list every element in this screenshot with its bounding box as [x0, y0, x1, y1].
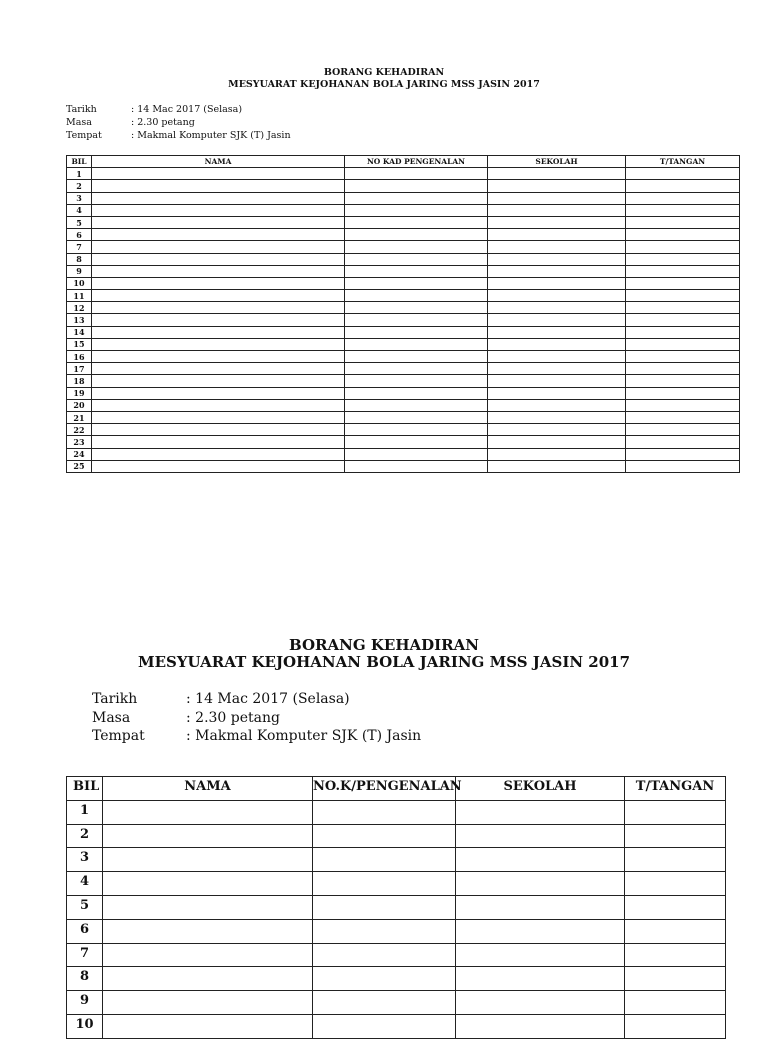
ic-cell[interactable]	[345, 216, 488, 228]
table-row	[67, 800, 726, 824]
table-row	[67, 277, 740, 289]
bil-cell: 22	[67, 424, 92, 436]
sekolah-cell[interactable]	[488, 448, 626, 460]
form1-info	[66, 103, 291, 142]
nama-cell[interactable]	[103, 967, 313, 991]
table-row	[67, 241, 740, 253]
bil-cell: 21	[67, 411, 92, 423]
nama-cell[interactable]	[92, 351, 345, 363]
ttangan-cell[interactable]	[625, 1014, 726, 1038]
bil-cell: 23	[67, 436, 92, 448]
ttangan-cell[interactable]	[625, 919, 726, 943]
ttangan-cell[interactable]	[626, 338, 740, 350]
form2-info-venue	[92, 727, 421, 746]
ttangan-cell[interactable]	[626, 351, 740, 363]
sekolah-cell[interactable]	[488, 326, 626, 338]
ttangan-cell[interactable]	[625, 895, 726, 919]
ttangan-cell[interactable]	[626, 290, 740, 302]
ttangan-cell[interactable]	[625, 824, 726, 848]
table-row	[67, 229, 740, 241]
ttangan-cell[interactable]	[625, 848, 726, 872]
bil-cell: 11	[67, 290, 92, 302]
nama-cell[interactable]	[92, 204, 345, 216]
ic-cell[interactable]	[345, 241, 488, 253]
nama-cell[interactable]	[103, 824, 313, 848]
ttangan-cell[interactable]	[626, 314, 740, 326]
form2-col-ic: NO.K/PENGENALAN	[313, 777, 456, 801]
table-row	[67, 290, 740, 302]
table-row	[67, 411, 740, 423]
ic-cell[interactable]	[345, 411, 488, 423]
sekolah-cell[interactable]	[488, 424, 626, 436]
nama-cell[interactable]	[92, 290, 345, 302]
sekolah-cell[interactable]	[488, 168, 626, 180]
form2-venue-value: : Makmal Komputer SJK (T) Jasin	[186, 728, 422, 744]
form2-date-label: Tarikh	[92, 691, 138, 707]
form2-col-ttangan: T/TANGAN	[625, 777, 726, 801]
form1-time-label: Masa	[66, 117, 92, 128]
bil-cell: 10	[67, 277, 92, 289]
form2-title: BORANG KEHADIRAN	[289, 636, 479, 654]
ic-cell[interactable]	[313, 919, 456, 943]
sekolah-cell[interactable]	[488, 241, 626, 253]
sekolah-cell[interactable]	[488, 363, 626, 375]
nama-cell[interactable]	[92, 216, 345, 228]
ic-cell[interactable]	[345, 436, 488, 448]
table-row	[67, 436, 740, 448]
form1-venue-value: : Makmal Komputer SJK (T) Jasin	[131, 130, 291, 141]
bil-cell: 9	[67, 265, 92, 277]
ttangan-cell[interactable]	[626, 265, 740, 277]
table-row	[67, 192, 740, 204]
ttangan-cell[interactable]	[626, 363, 740, 375]
bil-cell: 7	[67, 241, 92, 253]
table-row	[67, 448, 740, 460]
table-row	[67, 216, 740, 228]
sekolah-cell[interactable]	[488, 411, 626, 423]
nama-cell[interactable]	[103, 943, 313, 967]
ttangan-cell[interactable]	[626, 180, 740, 192]
bil-cell: 24	[67, 448, 92, 460]
sekolah-cell[interactable]	[488, 290, 626, 302]
ic-cell[interactable]	[345, 424, 488, 436]
form1-date-label: Tarikh	[66, 104, 97, 115]
form2-col-nama: NAMA	[103, 777, 313, 801]
nama-cell[interactable]	[103, 895, 313, 919]
form2-attendance-table	[66, 776, 726, 1039]
nama-cell[interactable]	[92, 338, 345, 350]
form2-subtitle: MESYUARAT KEJOHANAN BOLA JARING MSS JASIN 2017	[137, 653, 631, 671]
sekolah-cell[interactable]	[456, 1014, 625, 1038]
form1-subtitle: MESYUARAT KEJOHANAN BOLA JARING MSS JASIN 2017	[228, 79, 540, 90]
ttangan-cell[interactable]	[626, 253, 740, 265]
form1-col-nama: NAMA	[92, 156, 345, 168]
nama-cell[interactable]	[103, 1014, 313, 1038]
bil-cell: 7	[67, 943, 103, 967]
ttangan-cell[interactable]	[626, 411, 740, 423]
ic-cell[interactable]	[313, 895, 456, 919]
sekolah-cell[interactable]	[488, 253, 626, 265]
nama-cell[interactable]	[92, 277, 345, 289]
ic-cell[interactable]	[345, 338, 488, 350]
nama-cell[interactable]	[92, 387, 345, 399]
table-row	[67, 326, 740, 338]
table-row	[67, 991, 726, 1015]
sekolah-cell[interactable]	[488, 229, 626, 241]
ttangan-cell[interactable]	[625, 872, 726, 896]
table-row	[67, 168, 740, 180]
ic-cell[interactable]	[345, 290, 488, 302]
table-row	[67, 943, 726, 967]
bil-cell: 20	[67, 399, 92, 411]
ic-cell[interactable]	[345, 375, 488, 387]
bil-cell: 6	[67, 229, 92, 241]
bil-cell: 14	[67, 326, 92, 338]
bil-cell: 4	[67, 872, 103, 896]
ttangan-cell[interactable]	[625, 800, 726, 824]
form2-info-date	[92, 690, 421, 709]
bil-cell: 19	[67, 387, 92, 399]
bil-cell: 25	[67, 460, 92, 472]
ic-cell[interactable]	[345, 387, 488, 399]
nama-cell[interactable]	[92, 229, 345, 241]
table-row	[67, 180, 740, 192]
ic-cell[interactable]	[345, 180, 488, 192]
table-row	[67, 919, 726, 943]
form1-date-value: : 14 Mac 2017 (Selasa)	[131, 104, 243, 115]
ttangan-cell[interactable]	[626, 460, 740, 472]
form2-info	[92, 690, 421, 746]
ttangan-cell[interactable]	[626, 302, 740, 314]
sekolah-cell[interactable]	[488, 436, 626, 448]
sekolah-cell[interactable]	[488, 204, 626, 216]
bil-cell: 16	[67, 351, 92, 363]
form1-table-body	[67, 168, 740, 473]
nama-cell[interactable]	[92, 326, 345, 338]
form2-date-value: : 14 Mac 2017 (Selasa)	[186, 691, 350, 707]
sekolah-cell[interactable]	[456, 800, 625, 824]
table-row	[67, 1014, 726, 1038]
sekolah-cell[interactable]	[488, 338, 626, 350]
bil-cell: 6	[67, 919, 103, 943]
ic-cell[interactable]	[345, 326, 488, 338]
form1-info-date	[66, 103, 291, 116]
ttangan-cell[interactable]	[626, 229, 740, 241]
nama-cell[interactable]	[92, 424, 345, 436]
table-row	[67, 265, 740, 277]
sekolah-cell[interactable]	[456, 872, 625, 896]
table-row	[67, 253, 740, 265]
form2-venue-label: Tempat	[92, 728, 145, 744]
bil-cell: 4	[67, 204, 92, 216]
nama-cell[interactable]	[103, 848, 313, 872]
nama-cell[interactable]	[92, 241, 345, 253]
ttangan-cell[interactable]	[626, 204, 740, 216]
sekolah-cell[interactable]	[488, 314, 626, 326]
table-row	[67, 314, 740, 326]
nama-cell[interactable]	[92, 192, 345, 204]
form2-time-value: : 2.30 petang	[186, 709, 280, 726]
form1-attendance-table	[66, 155, 740, 473]
nama-cell[interactable]	[92, 448, 345, 460]
ic-cell[interactable]	[345, 168, 488, 180]
sekolah-cell[interactable]	[456, 824, 625, 848]
sekolah-cell[interactable]	[488, 351, 626, 363]
form2-col-sekolah: SEKOLAH	[456, 777, 625, 801]
form1-title: BORANG KEHADIRAN	[323, 67, 445, 78]
ic-cell[interactable]	[345, 363, 488, 375]
bil-cell: 1	[67, 168, 92, 180]
nama-cell[interactable]	[92, 375, 345, 387]
sekolah-cell[interactable]	[488, 216, 626, 228]
sekolah-cell[interactable]	[488, 180, 626, 192]
form1-info-time	[66, 116, 291, 129]
bil-cell: 8	[67, 967, 103, 991]
ic-cell[interactable]	[345, 204, 488, 216]
sekolah-cell[interactable]	[488, 460, 626, 472]
table-row	[67, 351, 740, 363]
ttangan-cell[interactable]	[626, 216, 740, 228]
table-row	[67, 848, 726, 872]
ttangan-cell[interactable]	[626, 448, 740, 460]
table-row	[67, 824, 726, 848]
nama-cell[interactable]	[103, 991, 313, 1015]
form2-col-bil: BIL	[67, 777, 103, 801]
ic-cell[interactable]	[313, 824, 456, 848]
bil-cell: 5	[67, 216, 92, 228]
bil-cell: 1	[67, 800, 103, 824]
sekolah-cell[interactable]	[456, 895, 625, 919]
ttangan-cell[interactable]	[625, 991, 726, 1015]
ic-cell[interactable]	[313, 943, 456, 967]
ttangan-cell[interactable]	[626, 277, 740, 289]
ic-cell[interactable]	[345, 229, 488, 241]
ic-cell[interactable]	[313, 967, 456, 991]
bil-cell: 17	[67, 363, 92, 375]
table-row	[67, 375, 740, 387]
ic-cell[interactable]	[313, 848, 456, 872]
nama-cell[interactable]	[92, 436, 345, 448]
nama-cell[interactable]	[92, 363, 345, 375]
ttangan-cell[interactable]	[626, 436, 740, 448]
form2-time-label: Masa	[92, 709, 131, 726]
table-row	[67, 387, 740, 399]
sekolah-cell[interactable]	[456, 919, 625, 943]
form2-table-body	[67, 800, 726, 1038]
bil-cell: 9	[67, 991, 103, 1015]
nama-cell[interactable]	[92, 302, 345, 314]
bil-cell: 8	[67, 253, 92, 265]
sekolah-cell[interactable]	[456, 991, 625, 1015]
nama-cell[interactable]	[103, 800, 313, 824]
nama-cell[interactable]	[92, 314, 345, 326]
sekolah-cell[interactable]	[488, 375, 626, 387]
table-row	[67, 967, 726, 991]
ic-cell[interactable]	[345, 302, 488, 314]
bil-cell: 2	[67, 824, 103, 848]
nama-cell[interactable]	[103, 872, 313, 896]
ttangan-cell[interactable]	[626, 375, 740, 387]
nama-cell[interactable]	[92, 168, 345, 180]
nama-cell[interactable]	[103, 919, 313, 943]
ttangan-cell[interactable]	[626, 424, 740, 436]
table-row	[67, 363, 740, 375]
sekolah-cell[interactable]	[456, 943, 625, 967]
ttangan-cell[interactable]	[626, 399, 740, 411]
ic-cell[interactable]	[313, 1014, 456, 1038]
ic-cell[interactable]	[345, 351, 488, 363]
bil-cell: 15	[67, 338, 92, 350]
nama-cell[interactable]	[92, 180, 345, 192]
form1-info-venue	[66, 129, 291, 142]
form1-col-ttangan: T/TANGAN	[626, 156, 740, 168]
ic-cell[interactable]	[345, 460, 488, 472]
ttangan-cell[interactable]	[626, 192, 740, 204]
table-row	[67, 895, 726, 919]
ic-cell[interactable]	[313, 800, 456, 824]
table-row	[67, 872, 726, 896]
form2-header-row	[67, 777, 726, 801]
form1-header-row	[67, 156, 740, 168]
ttangan-cell[interactable]	[625, 943, 726, 967]
nama-cell[interactable]	[92, 411, 345, 423]
form1-col-bil: BIL	[67, 156, 92, 168]
ic-cell[interactable]	[313, 872, 456, 896]
table-row	[67, 424, 740, 436]
sekolah-cell[interactable]	[488, 265, 626, 277]
form1-col-sekolah: SEKOLAH	[488, 156, 626, 168]
ic-cell[interactable]	[313, 991, 456, 1015]
ic-cell[interactable]	[345, 192, 488, 204]
table-row	[67, 399, 740, 411]
ic-cell[interactable]	[345, 253, 488, 265]
ic-cell[interactable]	[345, 277, 488, 289]
sekolah-cell[interactable]	[488, 399, 626, 411]
table-row	[67, 460, 740, 472]
ic-cell[interactable]	[345, 448, 488, 460]
bil-cell: 3	[67, 192, 92, 204]
nama-cell[interactable]	[92, 265, 345, 277]
table-row	[67, 338, 740, 350]
bil-cell: 18	[67, 375, 92, 387]
ttangan-cell[interactable]	[626, 168, 740, 180]
ic-cell[interactable]	[345, 265, 488, 277]
nama-cell[interactable]	[92, 399, 345, 411]
sekolah-cell[interactable]	[488, 387, 626, 399]
table-row	[67, 302, 740, 314]
form1-time-value: : 2.30 petang	[131, 117, 195, 128]
bil-cell: 12	[67, 302, 92, 314]
sekolah-cell[interactable]	[488, 192, 626, 204]
form1-venue-label: Tempat	[66, 130, 102, 141]
bil-cell: 13	[67, 314, 92, 326]
ic-cell[interactable]	[345, 314, 488, 326]
ic-cell[interactable]	[345, 399, 488, 411]
bil-cell: 10	[67, 1014, 103, 1038]
nama-cell[interactable]	[92, 460, 345, 472]
bil-cell: 2	[67, 180, 92, 192]
ttangan-cell[interactable]	[626, 241, 740, 253]
nama-cell[interactable]	[92, 253, 345, 265]
sekolah-cell[interactable]	[488, 277, 626, 289]
sekolah-cell[interactable]	[456, 967, 625, 991]
table-row	[67, 204, 740, 216]
ttangan-cell[interactable]	[626, 387, 740, 399]
ttangan-cell[interactable]	[626, 326, 740, 338]
form1-col-ic: NO KAD PENGENALAN	[345, 156, 488, 168]
bil-cell: 3	[67, 848, 103, 872]
sekolah-cell[interactable]	[488, 302, 626, 314]
bil-cell: 5	[67, 895, 103, 919]
sekolah-cell[interactable]	[456, 848, 625, 872]
form2-info-time	[92, 709, 421, 728]
ttangan-cell[interactable]	[625, 967, 726, 991]
